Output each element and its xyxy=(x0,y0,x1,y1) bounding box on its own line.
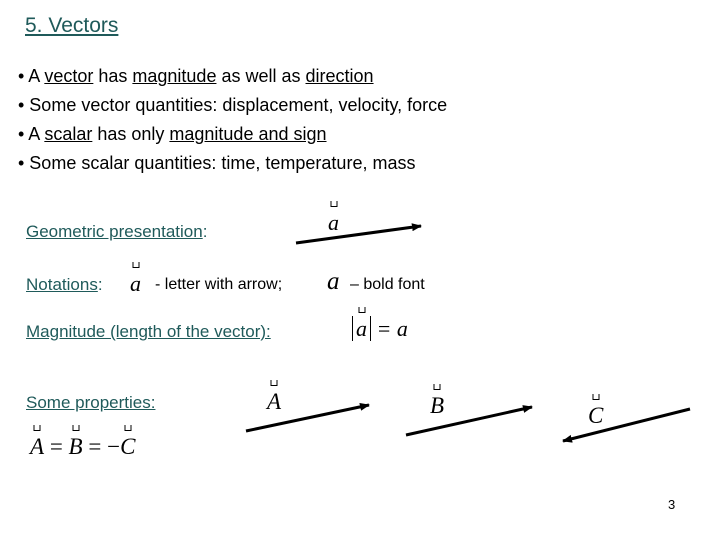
page-title: 5. Vectors xyxy=(25,14,119,37)
bullet-text: • A xyxy=(18,124,45,144)
symbol-B: B xyxy=(68,434,83,459)
symbol-A: A xyxy=(30,434,45,459)
bullet-text: as well as xyxy=(216,66,306,86)
notation-arrow-text: - letter with arrow; xyxy=(155,276,283,293)
term-scalar: scalar xyxy=(44,124,93,144)
magnitude-equals: = a xyxy=(376,316,408,341)
bullet-text: • A xyxy=(18,66,45,86)
symbol-B: B xyxy=(430,393,445,418)
equals-minus-sign: = − xyxy=(88,434,121,459)
term-vector: vector xyxy=(44,66,94,86)
bullet-scalar-quantities: • Some scalar quantities: time, temperature, mass xyxy=(18,153,416,173)
symbol-A: A xyxy=(267,389,282,414)
symbol-a: a xyxy=(328,210,339,235)
magnitude-label: Magnitude (length of the vector): xyxy=(26,322,271,341)
equals-sign: = xyxy=(49,434,63,459)
notations-colon: : xyxy=(97,275,103,294)
term-magnitude: magnitude xyxy=(132,66,217,86)
geometric-label-text: Geometric presentation xyxy=(26,222,203,241)
arrow-A xyxy=(246,405,369,431)
properties-label: Some properties: xyxy=(26,393,156,412)
bullet-text: has only xyxy=(92,124,170,144)
symbol-a: a xyxy=(356,316,367,341)
geometric-colon: : xyxy=(202,222,208,241)
term-magnitude-sign: magnitude and sign xyxy=(169,124,327,144)
symbol-a: a xyxy=(130,271,141,296)
arrow-B xyxy=(406,407,532,435)
page-number: 3 xyxy=(668,497,676,512)
bullet-vector-quantities: • Some vector quantities: displacement, velocity, force xyxy=(18,95,448,115)
bullet-text: has xyxy=(93,66,133,86)
arrow-C xyxy=(563,409,690,441)
symbol-C: C xyxy=(588,403,604,428)
term-direction: direction xyxy=(305,66,374,86)
arrow-a xyxy=(296,226,421,243)
symbol-C: C xyxy=(120,434,136,459)
notation-bold-symbol: a xyxy=(327,268,340,295)
notation-bold-text: – bold font xyxy=(350,276,425,293)
notations-label-text: Notations xyxy=(26,275,98,294)
